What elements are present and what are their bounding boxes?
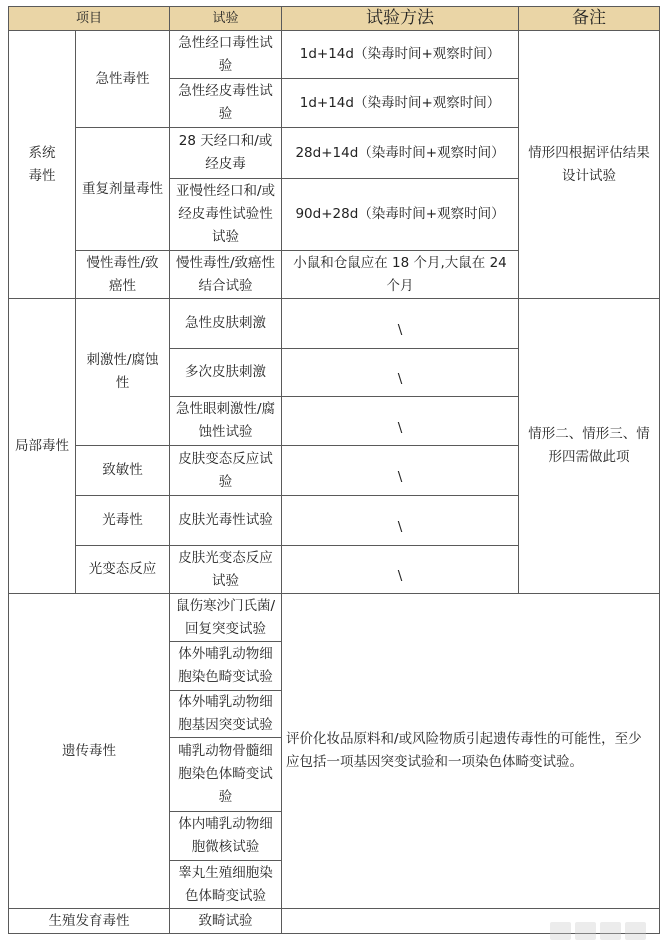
toxicology-test-table [8, 6, 660, 934]
test-acute-dermal: 急性经皮毒性试验 [170, 79, 282, 128]
table-row [9, 31, 660, 79]
test-genotox: 睾丸生殖细胞染色体畸变试验 [170, 861, 282, 909]
subcategory-sensitization: 致敏性 [76, 446, 170, 496]
test-subchronic: 亚慢性经口和/或经皮毒性试验性试验 [170, 179, 282, 251]
watermark-block [550, 922, 571, 940]
test-sensitization: 皮肤变态反应试验 [170, 446, 282, 496]
subcategory-phototoxicity: 光毒性 [76, 496, 170, 546]
test-teratogenicity: 致畸试验 [170, 909, 282, 934]
method-slash: \ [282, 349, 519, 397]
method-subchronic: 90d+28d（染毒时间+观察时间） [282, 179, 519, 251]
test-genotox: 鼠伤寒沙门氏菌/回复突变试验 [170, 594, 282, 642]
category-systemic: 系统 毒性 [9, 31, 76, 299]
category-genotoxicity: 遗传毒性 [9, 594, 170, 909]
method-slash: \ [282, 299, 519, 349]
test-skin-acute: 急性皮肤刺激 [170, 299, 282, 349]
note-local: 情形二、情形三、情形四需做此项 [519, 299, 660, 594]
watermark-block [600, 922, 621, 940]
subcategory-repeated-dose: 重复剂量毒性 [76, 128, 170, 251]
header-note: 备注 [519, 7, 660, 31]
test-skin-multi: 多次皮肤刺激 [170, 349, 282, 397]
method-genotoxicity: 评价化妆品原料和/或风险物质引起遗传毒性的可能性，至少应包括一项基因突变试验和一项染色体畸变试验。 [282, 594, 660, 909]
subcategory-acute: 急性毒性 [76, 31, 170, 128]
method-slash: \ [282, 496, 519, 546]
method-acute-oral: 1d+14d（染毒时间+观察时间） [282, 31, 519, 79]
test-genotox: 体外哺乳动物细胞基因突变试验 [170, 691, 282, 738]
table-row [9, 594, 660, 642]
test-genotox: 体外哺乳动物细胞染色畸变试验 [170, 642, 282, 691]
subcategory-photoallergy: 光变态反应 [76, 546, 170, 594]
test-genotox: 体内哺乳动物细胞微核试验 [170, 812, 282, 861]
test-eye: 急性眼刺激性/腐蚀性试验 [170, 397, 282, 446]
watermark-block [575, 922, 596, 940]
test-acute-oral: 急性经口毒性试验 [170, 31, 282, 79]
method-chronic: 小鼠和仓鼠应在 18 个月,大鼠在 24 个月 [282, 251, 519, 299]
method-acute-dermal: 1d+14d（染毒时间+观察时间） [282, 79, 519, 128]
subcategory-irritation: 刺激性/腐蚀性 [76, 299, 170, 446]
header-method: 试验方法 [282, 7, 519, 31]
test-genotox: 哺乳动物骨髓细胞染色体畸变试验 [170, 738, 282, 812]
method-28-day: 28d+14d（染毒时间+观察时间） [282, 128, 519, 179]
method-slash: \ [282, 397, 519, 446]
header-row [9, 7, 660, 31]
table-row [9, 299, 660, 349]
method-slash: \ [282, 446, 519, 496]
test-chronic: 慢性毒性/致癌性结合试验 [170, 251, 282, 299]
category-reproductive: 生殖发育毒性 [9, 909, 170, 934]
subcategory-chronic: 慢性毒性/致癌性 [76, 251, 170, 299]
watermark-image [550, 922, 646, 940]
header-item: 项目 [9, 7, 170, 31]
header-test: 试验 [170, 7, 282, 31]
test-28-day: 28 天经口和/或经皮毒 [170, 128, 282, 179]
method-slash: \ [282, 546, 519, 594]
test-photoallergy: 皮肤光变态反应试验 [170, 546, 282, 594]
watermark-block [625, 922, 646, 940]
test-phototoxicity: 皮肤光毒性试验 [170, 496, 282, 546]
category-local: 局部毒性 [9, 299, 76, 594]
note-systemic: 情形四根据评估结果设计试验 [519, 31, 660, 299]
